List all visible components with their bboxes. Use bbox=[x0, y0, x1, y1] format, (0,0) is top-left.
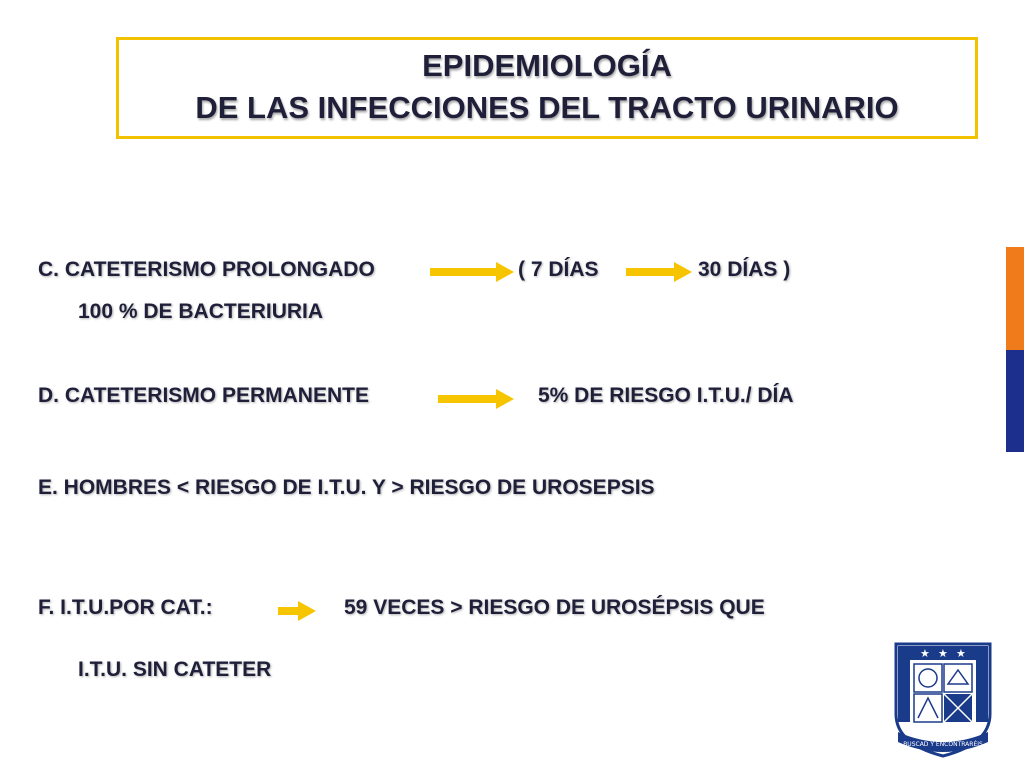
accent-stripe-orange bbox=[1006, 247, 1024, 350]
item-c-sub: 100 % DE BACTERIURIA bbox=[78, 300, 324, 323]
slide-title-line-2: DE LAS INFECCIONES DEL TRACTO URINARIO bbox=[195, 90, 899, 125]
item-f-sub: I.T.U. SIN CATETER bbox=[78, 658, 272, 681]
svg-text:★: ★ bbox=[956, 647, 966, 660]
arrow-icon bbox=[626, 262, 692, 282]
arrow-icon bbox=[438, 389, 514, 409]
item-e-label: E. HOMBRES < RIESGO DE I.T.U. Y > RIESGO DE UROSEPSIS bbox=[38, 476, 655, 499]
svg-text:★: ★ bbox=[938, 647, 948, 660]
university-crest-logo bbox=[888, 640, 998, 762]
crest-motto: BUSCAD Y ENCONTRARÉIS bbox=[903, 741, 983, 748]
item-d-label: D. CATETERISMO PERMANENTE bbox=[38, 384, 369, 407]
slide-title-line-1: EPIDEMIOLOGÍA bbox=[422, 48, 672, 83]
item-d-result: 5% DE RIESGO I.T.U./ DÍA bbox=[538, 384, 794, 407]
arrow-icon bbox=[278, 601, 316, 621]
item-c-label: C. CATETERISMO PROLONGADO bbox=[38, 258, 375, 281]
accent-stripe-blue bbox=[1006, 350, 1024, 452]
item-f-label: F. I.T.U.POR CAT.: bbox=[38, 596, 213, 619]
item-c-range-start: ( 7 DÍAS bbox=[518, 258, 599, 281]
title-box bbox=[116, 37, 978, 139]
svg-text:★: ★ bbox=[920, 647, 930, 660]
item-c-range-end: 30 DÍAS ) bbox=[698, 258, 791, 281]
item-f-result: 59 VECES > RIESGO DE UROSÉPSIS QUE bbox=[344, 596, 765, 619]
arrow-icon bbox=[430, 262, 514, 282]
